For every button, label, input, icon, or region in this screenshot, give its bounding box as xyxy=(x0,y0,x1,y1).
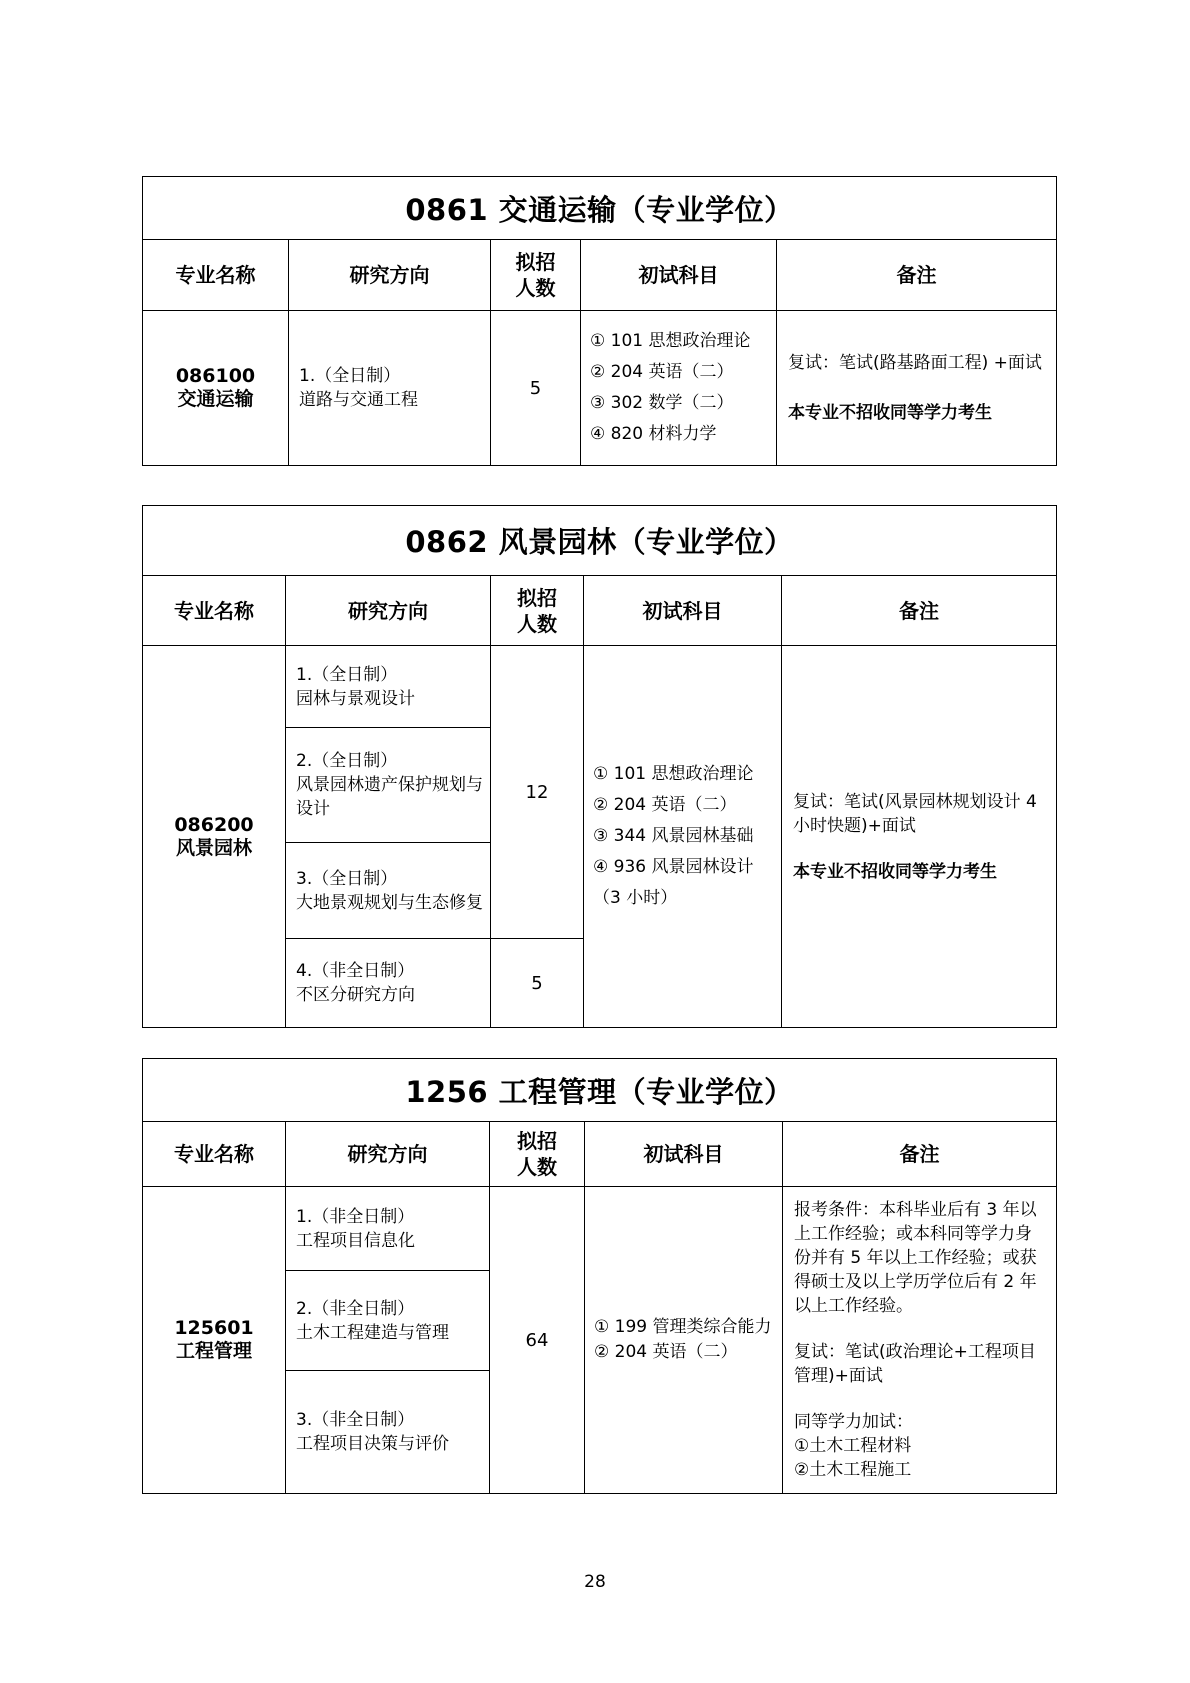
restriction-note: 本专业不招收同等学力考生 xyxy=(788,403,992,423)
retest-note: 复试：笔试(路基路面工程) +面试 xyxy=(788,353,1042,373)
header-quota: 拟招 人数 xyxy=(491,240,581,311)
direction-cell xyxy=(289,311,491,466)
direction-mode: 1.（全日制） xyxy=(296,664,398,685)
subject-item: ① 101 思想政治理论 xyxy=(593,764,754,784)
program-table-0862 xyxy=(142,505,1057,1028)
direction-name: 大地景观规划与生态修复 xyxy=(296,892,483,913)
header-direction: 研究方向 xyxy=(289,240,491,311)
program-table-0861 xyxy=(142,176,1057,466)
subjects-cell xyxy=(581,311,777,466)
extra-exam-item: ②土木工程施工 xyxy=(794,1460,912,1480)
subject-item: ① 199 管理类综合能力 xyxy=(594,1317,772,1337)
extra-exam-title: 同等学力加试： xyxy=(794,1412,913,1432)
subject-item: ④ 936 风景园林设计（3 小时） xyxy=(593,857,754,908)
notes-cell xyxy=(777,311,1057,466)
program-table-1256 xyxy=(142,1058,1057,1494)
header-quota: 拟招 人数 xyxy=(490,1122,585,1187)
direction-name: 园林与景观设计 xyxy=(296,688,415,709)
direction-name: 风景园林遗产保护规划与设计 xyxy=(296,775,483,819)
direction-mode: 2.（非全日制） xyxy=(296,1298,415,1319)
major-name: 风景园林 xyxy=(175,836,252,859)
notes-cell xyxy=(783,1187,1057,1494)
quota-parttime-cell: 5 xyxy=(491,939,584,1028)
table-title: 0861 交通运输（专业学位） xyxy=(143,177,1057,240)
direction-mode: 3.（全日制） xyxy=(296,868,398,889)
subject-item: ② 204 英语（二） xyxy=(593,795,737,815)
subject-item: ④ 820 材料力学 xyxy=(590,424,717,444)
notes-cell xyxy=(782,646,1057,1028)
retest-note: 复试：笔试(风景园林规划设计 4 小时快题)+面试 xyxy=(793,791,1037,836)
quota-cell: 64 xyxy=(490,1187,585,1494)
direction-name: 工程项目信息化 xyxy=(296,1230,415,1251)
quota-fulltime-cell: 12 xyxy=(491,646,584,939)
header-major: 专业名称 xyxy=(143,576,286,646)
quota-cell: 5 xyxy=(491,311,581,466)
major-name: 工程管理 xyxy=(175,1340,252,1362)
header-notes: 备注 xyxy=(783,1122,1057,1187)
direction-cell xyxy=(286,843,491,939)
direction-mode: 1.（全日制） xyxy=(299,366,401,386)
major-cell xyxy=(143,311,289,466)
header-notes: 备注 xyxy=(777,240,1057,311)
table-title: 1256 工程管理（专业学位） xyxy=(143,1059,1057,1122)
subject-item: ② 204 英语（二） xyxy=(590,362,734,382)
major-name: 交通运输 xyxy=(177,388,254,410)
header-quota: 拟招 人数 xyxy=(491,576,584,646)
table-title: 0862 风景园林（专业学位） xyxy=(143,506,1057,576)
direction-mode: 3.（非全日制） xyxy=(296,1410,415,1430)
header-subjects: 初试科目 xyxy=(581,240,777,311)
header-subjects: 初试科目 xyxy=(585,1122,783,1187)
direction-name: 不区分研究方向 xyxy=(296,985,415,1005)
direction-name: 土木工程建造与管理 xyxy=(296,1322,449,1343)
direction-name: 道路与交通工程 xyxy=(299,390,418,410)
direction-mode: 2.（全日制） xyxy=(296,751,398,771)
header-notes: 备注 xyxy=(782,576,1057,646)
direction-cell xyxy=(286,1371,490,1494)
direction-cell xyxy=(286,1187,490,1271)
restriction-note: 本专业不招收同等学力考生 xyxy=(793,861,997,882)
subject-item: ② 204 英语（二） xyxy=(594,1342,738,1362)
subjects-cell xyxy=(585,1187,783,1494)
direction-cell xyxy=(286,1271,490,1371)
subject-item: ③ 344 风景园林基础 xyxy=(593,826,754,846)
major-cell xyxy=(143,1187,286,1494)
header-direction: 研究方向 xyxy=(286,576,491,646)
requirement-note: 报考条件：本科毕业后有 3 年以上工作经验；或本科同等学力身份并有 5 年以上工作经验；或获得硕士及以上学历学位后有 2 年以上工作经验。 xyxy=(794,1200,1037,1316)
header-subjects: 初试科目 xyxy=(584,576,782,646)
direction-mode: 1.（非全日制） xyxy=(296,1206,415,1227)
extra-exam-item: ①土木工程材料 xyxy=(794,1436,912,1456)
header-direction: 研究方向 xyxy=(286,1122,490,1187)
header-major: 专业名称 xyxy=(143,1122,286,1187)
subjects-cell xyxy=(584,646,782,1028)
subject-item: ① 101 思想政治理论 xyxy=(590,331,751,351)
direction-cell xyxy=(286,646,491,728)
direction-cell xyxy=(286,939,491,1028)
direction-mode: 4.（非全日制） xyxy=(296,961,415,981)
retest-note: 复试：笔试(政治理论+工程项目管理)+面试 xyxy=(794,1342,1036,1386)
major-code: 086200 xyxy=(174,813,254,836)
major-cell xyxy=(143,646,286,1028)
major-code: 125601 xyxy=(174,1317,254,1339)
direction-cell xyxy=(286,728,491,843)
subject-item: ③ 302 数学（二） xyxy=(590,393,734,413)
page-number: 28 xyxy=(584,1572,606,1592)
header-major: 专业名称 xyxy=(143,240,289,311)
direction-name: 工程项目决策与评价 xyxy=(296,1434,449,1454)
major-code: 086100 xyxy=(175,365,256,387)
